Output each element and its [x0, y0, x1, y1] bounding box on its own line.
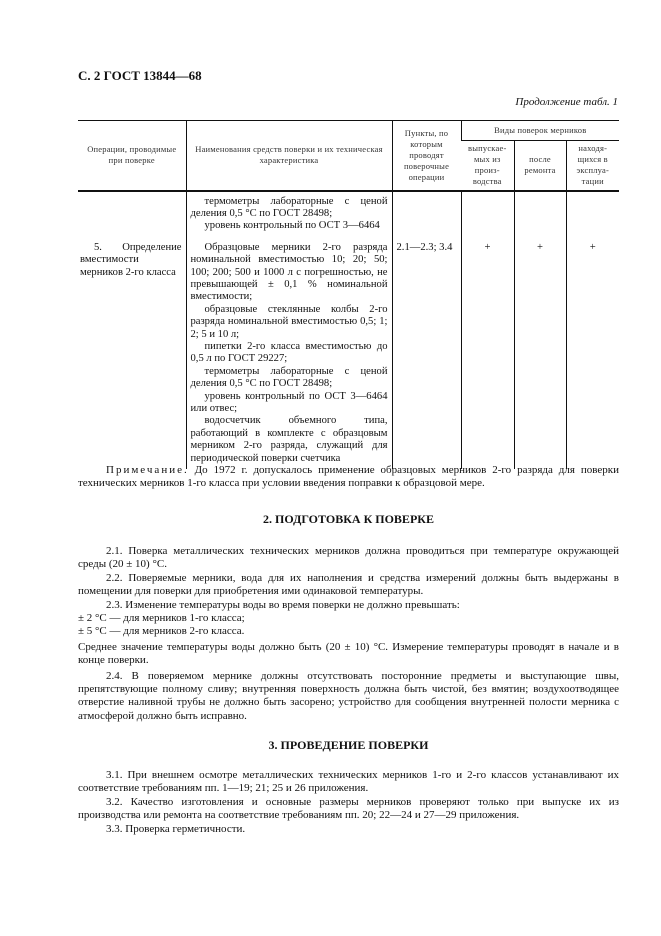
header-kind-repair: после ремонта — [514, 141, 566, 191]
means-item: уровень контрольный по ОСТ 3—6464 или отвес; — [190, 390, 388, 414]
header-operations: Операции, проводимые при поверке — [78, 121, 186, 191]
paragraph: 2.1. Поверка металлических технических мерников должна проводиться при температуре окружающей среды (20 ± 10) °С. — [78, 545, 619, 571]
page-header: С. 2 ГОСТ 13844—68 — [78, 68, 202, 83]
paragraph: 2.3. Изменение температуры воды во время поверки не должно превышать: — [106, 598, 460, 611]
table-row — [78, 191, 619, 241]
paragraph: 3.2. Качество изготовления и основные размеры мерников проверяют только при выпуске их из производства или ремонта на соответствие требованиям пп. 20; 22—24 и 27—29 приложения. — [78, 795, 619, 822]
section-3-title: 3. ПРОВЕДЕНИЕ ПОВЕРКИ — [268, 738, 429, 752]
means-item: уровень контрольный по ОСТ 3—6464 — [204, 220, 380, 232]
clauses-value: 2.1—2.3; 3.4 — [392, 241, 461, 469]
means-item: термометры лабораторные с ценой деления 0,5 °С по ГОСТ 28498; — [190, 195, 388, 219]
section-2-body — [78, 545, 619, 723]
means-item: водосчетчик объемного типа, работающий в комплекте с образцовым мерником 2-го разряда, служащий для периодической поверки счетчика — [190, 415, 388, 464]
means-item: термометры лабораторные с ценой деления 0,5 °С по ГОСТ 28498; — [190, 365, 388, 390]
table-note — [78, 464, 619, 491]
header-clauses: Пункты, по которым проводят поверочные операции — [392, 121, 461, 191]
note-text: До 1972 г. допускалось применение образцовых мерников 2-го разряда для поверки технических мерников 1-го класса при условии введения поправки к образцовой мере. — [78, 464, 619, 490]
header-means: Наименования средств поверки и их техническая характеристика — [186, 121, 392, 191]
paragraph: ± 5 °С — для мерников 2-го класса. — [78, 625, 245, 638]
header-kind-operation: находя-щихся в эксплуа-тации — [566, 141, 619, 191]
kind-repair-mark: + — [514, 241, 566, 469]
paragraph: 3.3. Проверка герметичности. — [106, 822, 246, 835]
section-2-title: 2. ПОДГОТОВКА К ПОВЕРКЕ — [263, 512, 434, 526]
paragraph: 2.2. Поверяемые мерники, вода для их наполнения и средства измерений должны быть выдержаны в помещении для поверки для приобретения ими одинаковой температуры. — [78, 571, 619, 598]
paragraph: ± 2 °С — для мерников 1-го класса; — [78, 612, 245, 625]
section-3-body — [78, 769, 619, 836]
means-item: пипетки 2-го класса вместимостью до 0,5 л по ГОСТ 29227; — [190, 340, 388, 365]
paragraph: 3.1. При внешнем осмотре металлических технических мерников 1-го и 2-го классов устанавливают их соответствие требованиям пп. 1—19; 21; 25 и 26 приложения. — [78, 769, 619, 795]
note-label: Примечание. — [106, 464, 189, 476]
header-kind-production: выпускае-мых из произ-водства — [468, 143, 507, 187]
table-row — [78, 241, 619, 469]
means-item: Образцовые мерники 2-го разряда номинальной вместимостью 10; 20; 50; 100; 200; 500 и 1000 л с погрешностью, не превышающей ± 0,1 % номинальной вместимости; — [190, 241, 388, 303]
operation-name: 5. Определение вместимости мерников 2-го класса — [80, 241, 182, 278]
kind-operation-mark: + — [566, 241, 619, 469]
paragraph: Среднее значение температуры воды должно быть (20 ± 10) °С. Измерение температуры проводят в начале и в конце поверки. — [78, 640, 619, 667]
header-kinds: Виды поверок мерников — [461, 121, 619, 141]
kind-production-mark: + — [461, 241, 514, 469]
table-continuation-label: Продолжение табл. 1 — [515, 96, 618, 108]
means-item: образцовые стеклянные колбы 2-го разряда номинальной вместимостью 0,5; 1; 2; 5 и 10 л; — [190, 303, 388, 340]
paragraph: 2.4. В поверяемом мернике должны отсутствовать посторонние предметы и выступающие швы, препятствующие полному сливу; внутренняя поверхность должна быть чистой, без вмятин; воздухоотводящее отверстие наливной трубы не должно быть засорено; устройство для сообщения внутренней полости мерника с атмосферой должно быть исправно. — [78, 669, 619, 722]
verification-table — [78, 120, 619, 469]
